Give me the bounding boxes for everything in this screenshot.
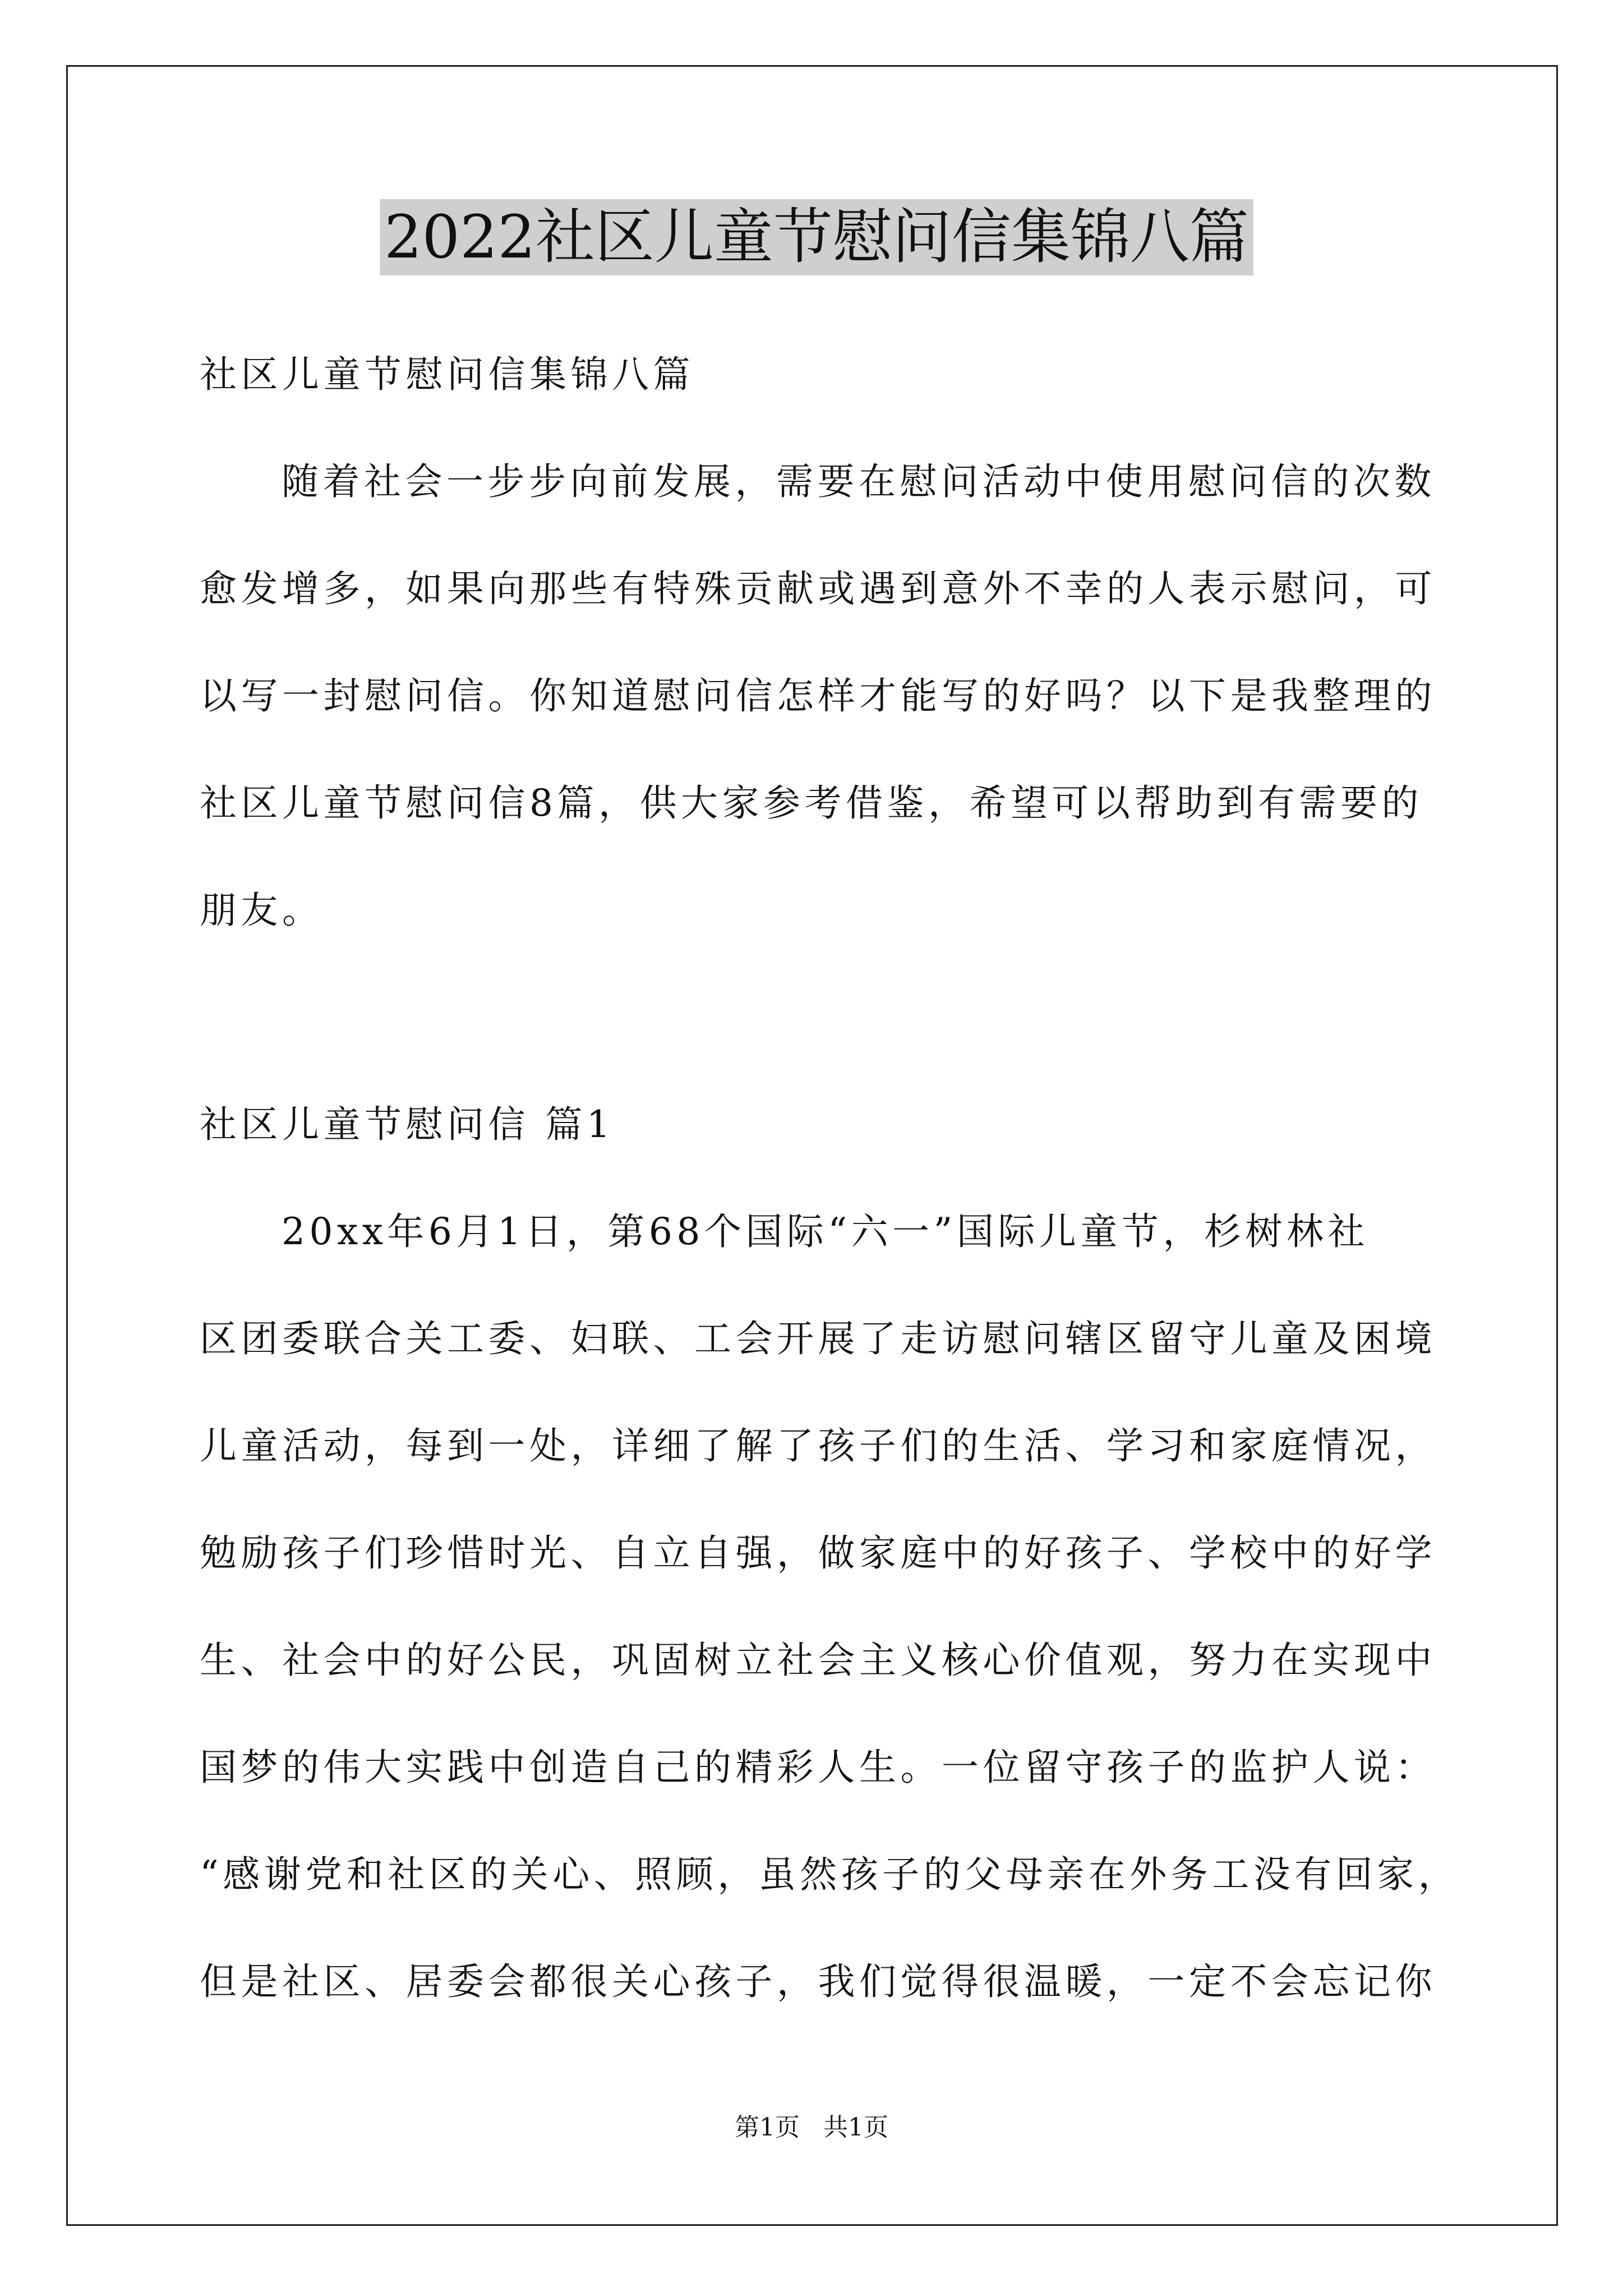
subtitle: 社区儿童节慰问信集锦八篇 <box>200 353 694 396</box>
page-footer: 第1页 共1页 <box>735 2113 888 2142</box>
section-line: 生、社会中的好公民，巩固树立社会主义核心价值观，努力在实现中 <box>200 1639 1436 1682</box>
intro-paragraph <box>200 455 1436 937</box>
section-line: 区团委联合关工委、妇联、工会开展了走访慰问辖区留守儿童及困境 <box>200 1317 1436 1360</box>
section-line: 儿童活动，每到一处，详细了解了孩子们的生活、学习和家庭情况， <box>200 1424 1436 1467</box>
title-container <box>200 199 1433 278</box>
section-line: 勉励孩子们珍惜时光、自立自强，做家庭中的好孩子、学校中的好学 <box>200 1531 1436 1575</box>
intro-line: 朋友。 <box>200 889 324 932</box>
intro-line: 随着社会一步步向前发展，需要在慰问活动中使用慰问信的次数 <box>282 460 1436 503</box>
section-line: 国梦的伟大实践中创造自己的精彩人生。一位留守孩子的监护人说： <box>200 1746 1436 1789</box>
section-line: 但是社区、居委会都很关心孩子，我们觉得很温暖，一定不会忘记你 <box>200 1960 1436 2003</box>
intro-line: 愈发增多，如果向那些有特殊贡献或遇到意外不幸的人表示慰问，可 <box>200 567 1436 610</box>
intro-line: 社区儿童节慰问信8篇，供大家参考借鉴，希望可以帮助到有需要的 <box>200 781 1423 825</box>
section-heading: 社区儿童节慰问信 篇1 <box>200 1103 615 1146</box>
section-line: “感谢党和社区的关心、照顾，虽然孩子的父母亲在外务工没有回家， <box>200 1853 1460 1896</box>
section-paragraph <box>200 1205 1460 2008</box>
section-line: 20xx年6月1日，第68个国际“六一”国际儿童节，杉树林社 <box>282 1210 1369 1253</box>
intro-line: 以写一封慰问信。你知道慰问信怎样才能写的好吗？以下是我整理的 <box>200 674 1436 717</box>
document-body <box>200 199 1460 2008</box>
document-title: 2022社区儿童节慰问信集锦八篇 <box>380 199 1253 275</box>
